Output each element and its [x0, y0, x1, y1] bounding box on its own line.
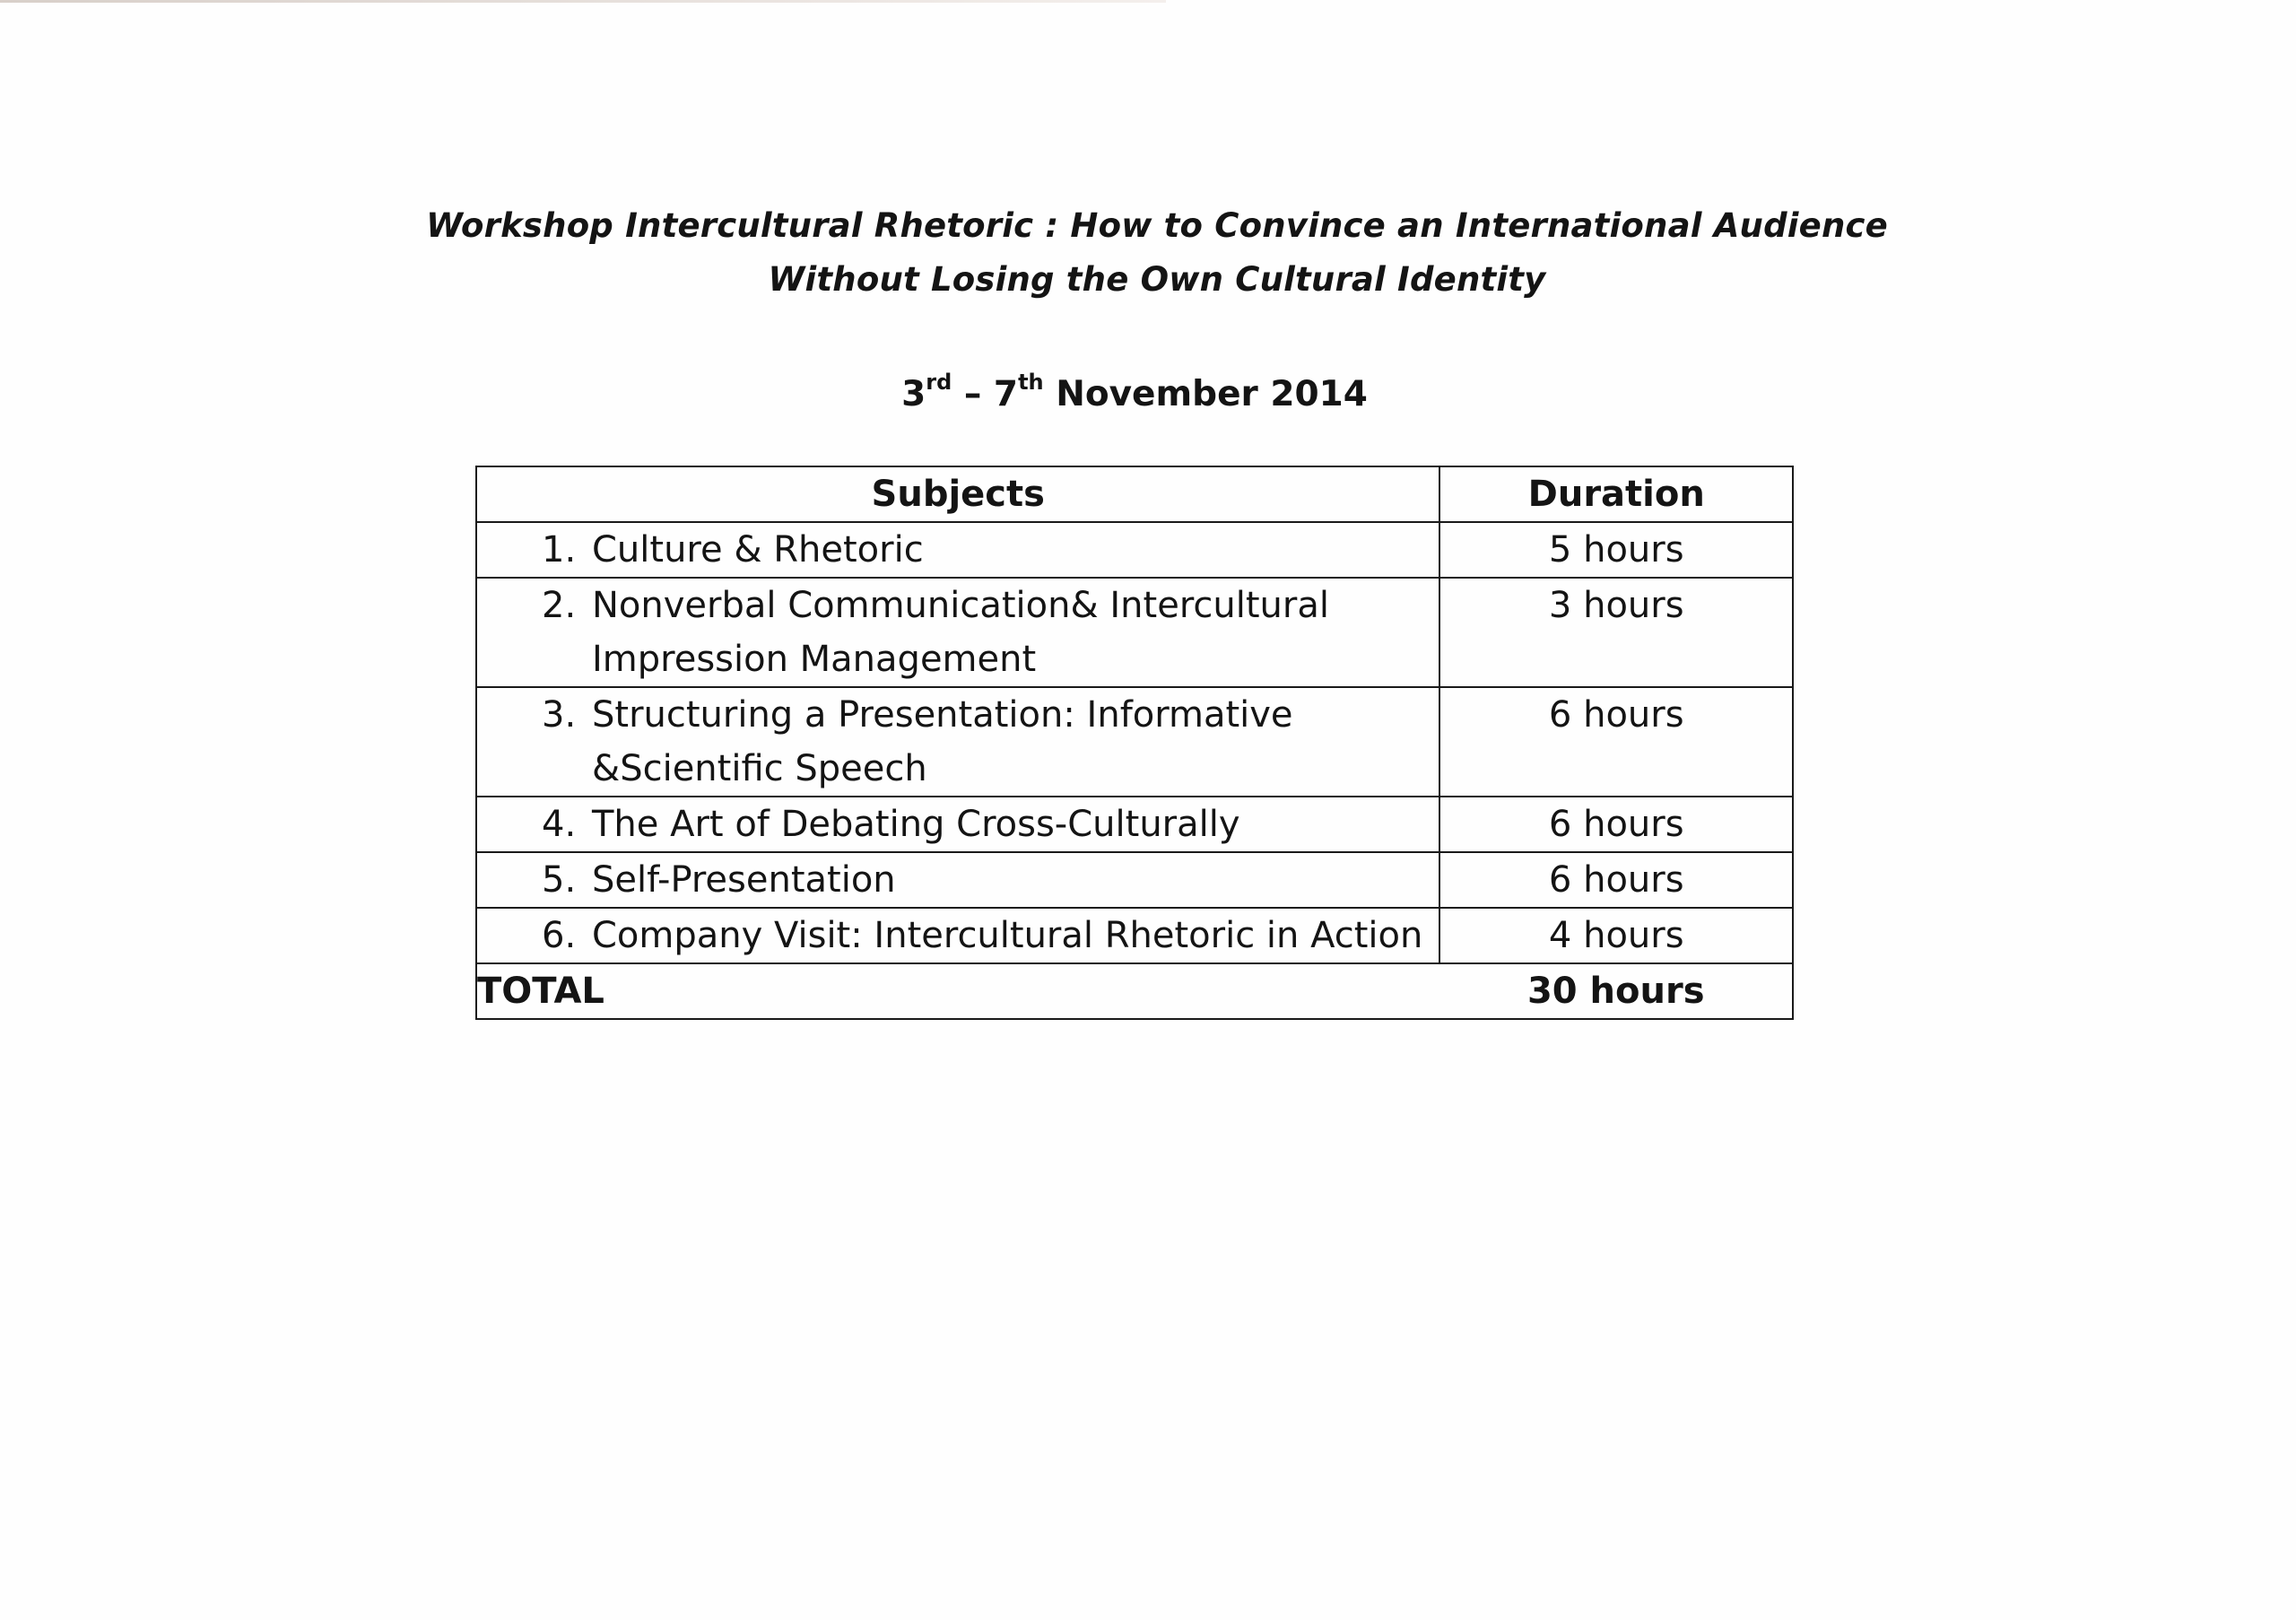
table-row	[476, 578, 1793, 687]
duration-cell: 6 hours	[1439, 797, 1793, 852]
duration-cell: 3 hours	[1439, 578, 1793, 687]
date-end-day: 7	[993, 374, 1019, 414]
title-line-1: Workshop Intercultural Rhetoric : How to Convince an International Audience	[426, 206, 1888, 245]
subject-text: Structuring a Presentation: Informative &Scientific Speech	[592, 694, 1293, 789]
duration-cell: 6 hours	[1439, 852, 1793, 908]
total-label: TOTAL	[476, 963, 1439, 1019]
table-row	[476, 797, 1793, 852]
duration-cell: 6 hours	[1439, 687, 1793, 797]
scan-edge-line	[0, 0, 1166, 3]
subject-cell	[476, 522, 1439, 578]
date-start-day: 3	[901, 374, 926, 414]
row-number: 4.	[542, 804, 577, 845]
date-month-year: November 2014	[1043, 374, 1368, 414]
header-duration: Duration	[1439, 466, 1793, 522]
total-duration: 30 hours	[1439, 963, 1793, 1019]
title-line-2: Without Losing the Own Cultural Identity	[768, 260, 1546, 299]
subject-text: Nonverbal Communication& Intercultural Impression Management	[592, 585, 1329, 680]
subject-cell	[476, 797, 1439, 852]
schedule-table	[475, 466, 1794, 1020]
table-header-row	[476, 466, 1793, 522]
subject-cell	[476, 578, 1439, 687]
subject-cell	[476, 687, 1439, 797]
subject-text: The Art of Debating Cross-Culturally	[592, 804, 1240, 845]
table-row	[476, 908, 1793, 963]
total-row	[476, 963, 1793, 1019]
date-separator: –	[952, 374, 994, 414]
table-row	[476, 522, 1793, 578]
row-number: 5.	[542, 859, 577, 901]
table-row	[476, 687, 1793, 797]
row-number: 1.	[542, 529, 577, 570]
subject-cell	[476, 908, 1439, 963]
subject-text: Culture & Rhetoric	[592, 529, 924, 570]
header-subjects: Subjects	[476, 466, 1439, 522]
date-end-suffix: th	[1018, 370, 1044, 395]
subject-cell	[476, 852, 1439, 908]
duration-cell: 5 hours	[1439, 522, 1793, 578]
document-title	[341, 199, 1973, 307]
row-number: 3.	[542, 694, 577, 736]
duration-cell: 4 hours	[1439, 908, 1793, 963]
workshop-date	[0, 359, 2269, 422]
subject-text: Self-Presentation	[592, 859, 896, 901]
row-number: 2.	[542, 585, 577, 626]
table-row	[476, 852, 1793, 908]
row-number: 6.	[542, 915, 577, 956]
subject-text: Company Visit: Intercultural Rhetoric in Action	[592, 915, 1423, 956]
date-start-suffix: rd	[926, 370, 952, 395]
